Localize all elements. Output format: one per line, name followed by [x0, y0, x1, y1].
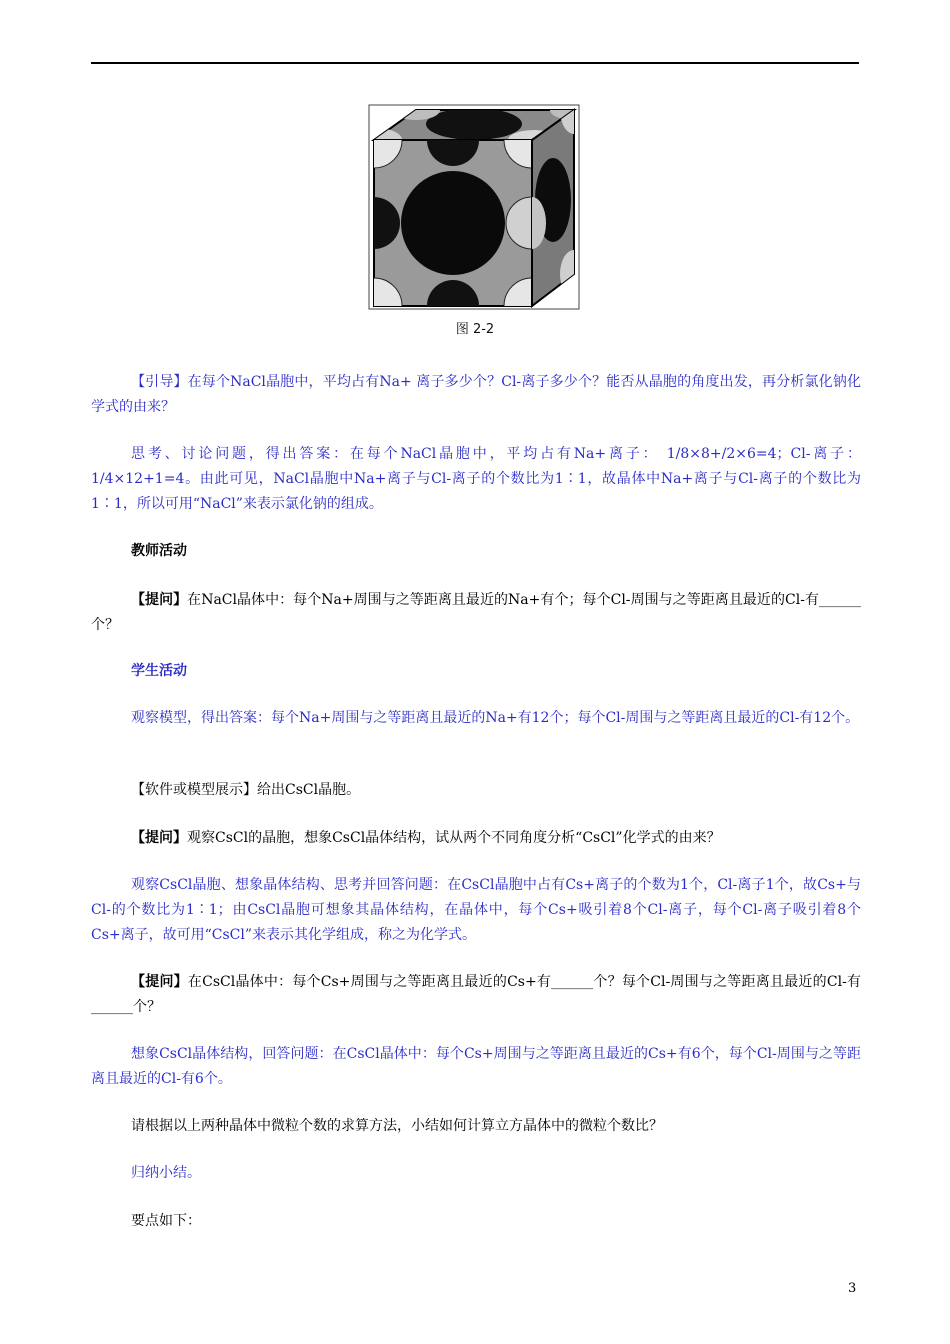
question-tag: 【提问】 — [131, 830, 187, 846]
paragraph-question-cscl-neighbors — [91, 970, 861, 1020]
paragraph-software-demo: 【软件或模型展示】给出CsCl晶胞。 — [131, 782, 361, 798]
question-text: 在CsCl晶体中：每个Cs+周围与之等距离且最近的Cs+有______个？每个Cl-周围与之等距离且最近的Cl-有______个？ — [91, 974, 862, 1015]
paragraph-answer-cscl: 想象CsCl晶体结构，回答问题：在CsCl晶体中：每个Cs+周围与之等距离且最近的Cs+有6个，每个Cl-周围与之等距离且最近的Cl-有6个。 — [91, 1046, 861, 1087]
question-text: 在NaCl晶体中：每个Na+周围与之等距离且最近的Na+有个；每个Cl-周围与之等距离且最近的Cl-有______个？ — [91, 592, 861, 633]
guide-text: 在每个NaCl晶胞中，平均占有Na+ 离子多少个？Cl-离子多少个？能否从晶胞的角度出发，再分析氯化钠化学式的由来？ — [91, 374, 861, 415]
paragraph-observe-cscl: 观察CsCl晶胞、想象晶体结构、思考并回答问题：在CsCl晶胞中占有Cs+离子的个数为1个，Cl-离子1个，故Cs+与Cl-的个数比为1∶1；由CsCl晶胞可想象其晶体结构，在晶体中，每个Cs+吸引着8个Cl-离子，每个Cl-离子吸引着8个Cs+离子，故可用“CsCl”来表示其化学组成，称之为化学式。 — [91, 877, 861, 943]
page-number: 3 — [848, 1281, 857, 1296]
paragraph-summary-prompt: 请根据以上两种晶体中微粒个数的求算方法，小结如何计算立方晶体中的微粒个数比？ — [131, 1118, 663, 1134]
nacl-unit-cell-figure — [368, 104, 580, 310]
question-tag: 【提问】 — [131, 974, 188, 990]
paragraph-answer-nacl: 思考、讨论问题，得出答案：在每个NaCl晶胞中，平均占有Na+离子： 1/8×8+/2×6=4；Cl-离子：1/4×12+1=4。由此可见，NaCl晶胞中Na+离子与Cl-离子的个数比为1∶1，故晶体中Na+离子与Cl-离子的个数比为1∶1，所以可用“NaCl”来表示氯化钠的组成。 — [91, 446, 861, 512]
paragraph-question-nacl — [91, 588, 861, 638]
paragraph-key-points: 要点如下： — [131, 1213, 201, 1229]
figure-caption: 图 2-2 — [455, 322, 495, 337]
student-activity-heading: 学生活动 — [131, 663, 187, 679]
paragraph-observe-nacl: 观察模型，得出答案：每个Na+周围与之等距离且最近的Na+有12个；每个Cl-周围与之等距离且最近的Cl-有12个。 — [131, 710, 860, 726]
teacher-activity-heading: 教师活动 — [131, 543, 187, 559]
header-rule — [91, 62, 859, 64]
guide-tag: 【引导】 — [131, 374, 188, 390]
paragraph-guide — [91, 370, 861, 420]
question-tag: 【提问】 — [131, 592, 188, 608]
paragraph-question-cscl — [91, 826, 861, 851]
paragraph-summary: 归纳小结。 — [131, 1165, 201, 1181]
question-text: 观察CsCl的晶胞，想象CsCl晶体结构，试从两个不同角度分析“CsCl”化学式的由来？ — [187, 830, 721, 846]
